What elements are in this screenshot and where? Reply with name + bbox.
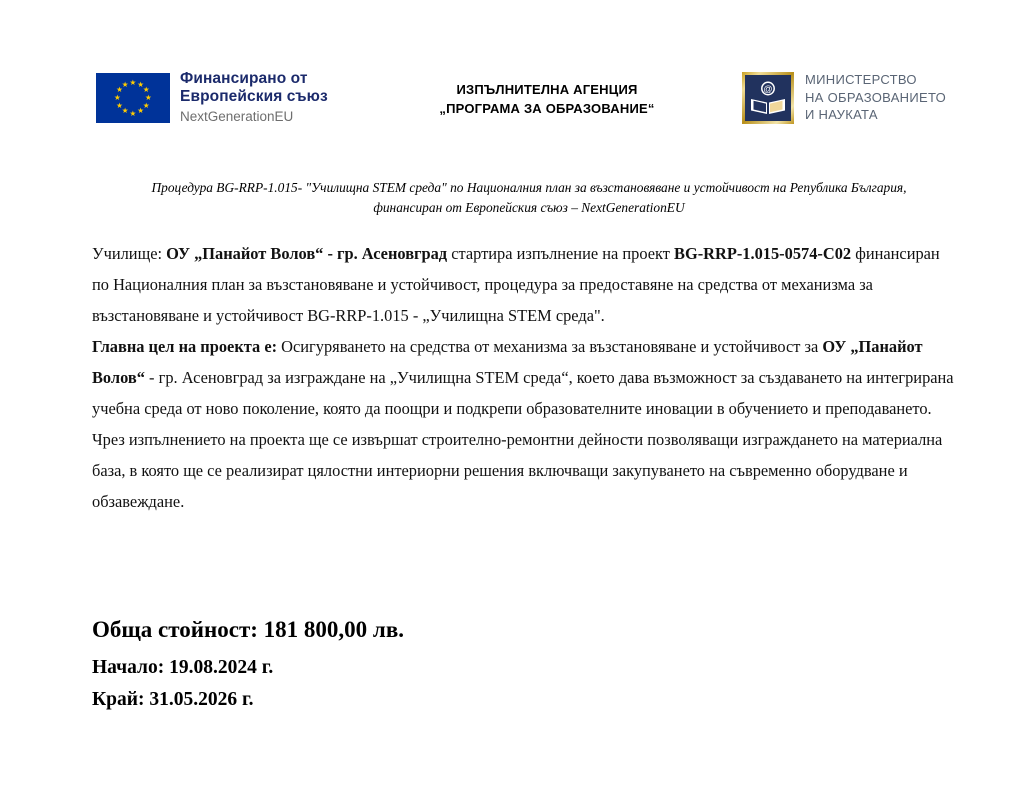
summary-end-date: Край: 31.05.2026 г.: [92, 689, 254, 710]
school-name: ОУ „Панайот Волов“ - гр. Асеновград: [166, 244, 448, 263]
agency-title-line2: „ПРОГРАМА ЗА ОБРАЗОВАНИЕ“: [439, 101, 655, 116]
procedure-line1: Процедура BG-RRP-1.015- "Училищна STEM среда" по Националния план за възстановяване и устойчивост на Република България,: [151, 180, 907, 195]
announcement-mid-text: стартира изпълнение на проект: [447, 244, 675, 263]
procedure-subtitle: [118, 178, 940, 218]
eu-logo-subtitle: NextGenerationEU: [180, 109, 294, 124]
paragraph-main-goal: [92, 331, 954, 424]
page-header: [0, 62, 1024, 138]
announcement-rest-text: финансиран по Националния план за възстановяване и устойчивост, процедура за предоставяне на средства от механизма за възстановяване и устойчивост BG-RRP-1.015 - „Училищна STEM среда".: [92, 244, 940, 325]
ministry-logo: [742, 70, 946, 124]
project-code: BG-RRP-1.015-0574-C02: [674, 244, 852, 263]
summary-start-date: Начало: 19.08.2024 г.: [92, 657, 274, 678]
agency-title-line1: ИЗПЪЛНИТЕЛНА АГЕНЦИЯ: [456, 82, 638, 97]
procedure-line2: финансиран от Европейския съюз – NextGenerationEU: [373, 200, 685, 215]
eu-logo-line2: Европейския съюз: [180, 88, 328, 105]
paragraph-project-announcement: [92, 238, 954, 331]
svg-text:@: @: [763, 84, 773, 94]
main-goal-mid-text: Осигуряването на средства от механизма за възстановяване и устойчивост за: [277, 337, 823, 356]
ministry-logo-text: [805, 71, 946, 124]
school-label: Училище:: [92, 244, 167, 263]
ministry-emblem-icon: [742, 72, 794, 124]
agency-title: [362, 80, 732, 118]
eu-logo-text: [180, 70, 328, 126]
eu-funding-logo: [96, 70, 328, 126]
open-book-icon: [745, 75, 791, 121]
eu-flag-icon: [96, 73, 170, 123]
ministry-line3: И НАУКАТА: [805, 107, 878, 122]
ministry-line2: НА ОБРАЗОВАНИЕТО: [805, 89, 947, 105]
ministry-line1: МИНИСТЕРСТВО: [805, 72, 917, 87]
main-goal-school-name: ОУ „Панайот Волов“: [92, 337, 923, 387]
paragraph-construction-works: Чрез изпълнението на проекта ще се извършат строително-ремонтни дейности позволяващи изграждането на материална база, в която ще се реализират цялостни интериорни решения включващи закупуването на съвременно оборудване и обзавеждане.: [92, 430, 943, 511]
main-goal-label: Главна цел на проекта е:: [92, 337, 278, 356]
document-body: [92, 238, 954, 517]
main-goal-rest-text: - гр. Асеновград за изграждане на „Училищна STEM среда“, което дава възможност за създаването на интегрирана учебна среда от ново поколение, която да поощри и подкрепи образователните иновации в обучението и преподаването.: [92, 368, 954, 418]
summary-total-value: Обща стойност: 181 800,00 лв.: [92, 617, 405, 642]
eu-logo-line1: Финансирано от: [180, 70, 308, 87]
project-summary: [92, 613, 692, 716]
ministry-emblem-inner: [745, 75, 791, 121]
